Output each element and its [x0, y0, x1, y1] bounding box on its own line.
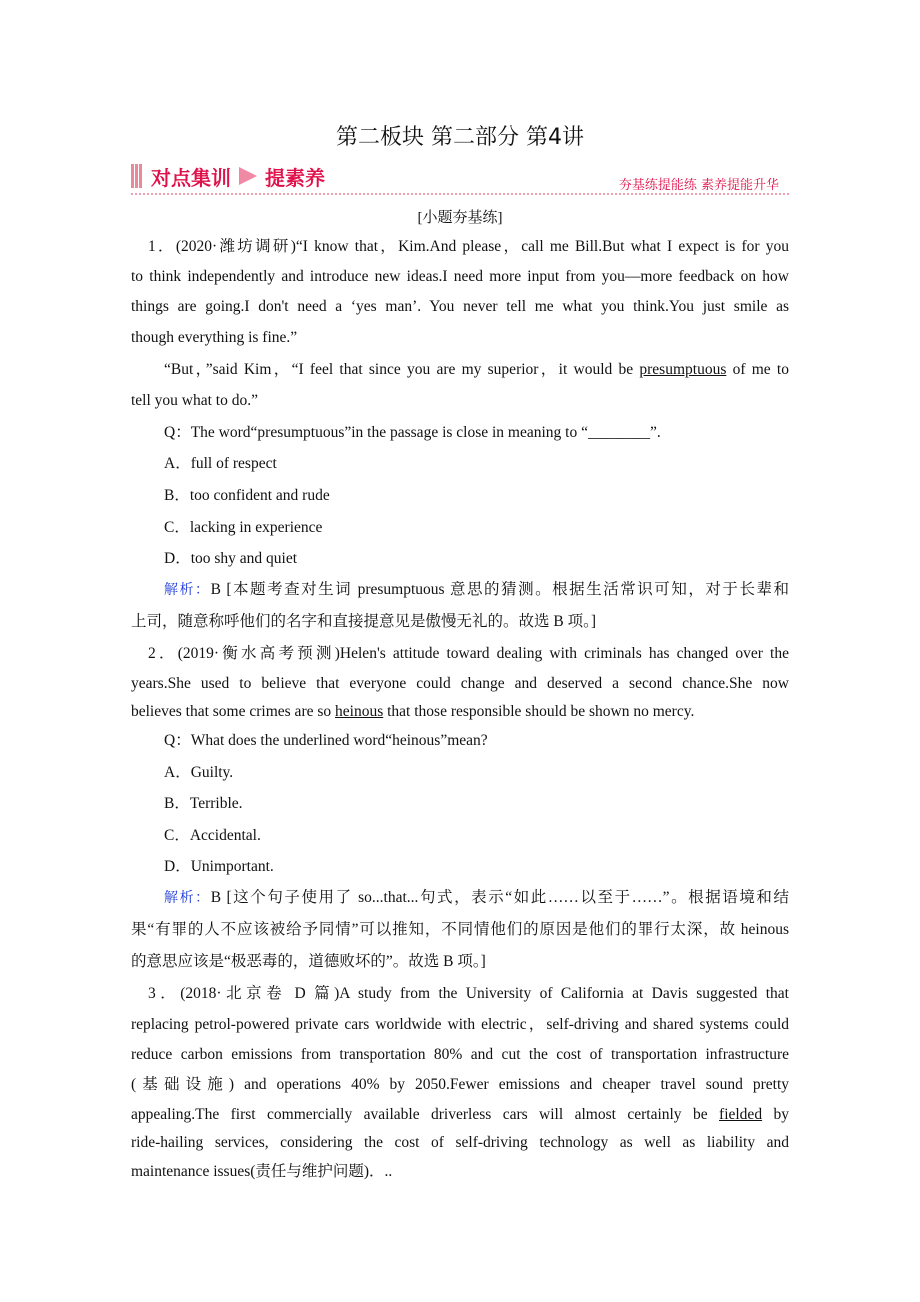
analysis-label: 解析：	[164, 582, 211, 598]
banner-stripes-icon	[131, 164, 143, 188]
text-line: 2．(2019·衡水高考预测)Helen's attitude toward dealing with criminals has changed over the	[148, 645, 789, 662]
text-line: (基础设施) and operations 40% by 2050.Fewer emissions and cheaper travel sound pretty	[131, 1076, 789, 1093]
underlined-word: heinous	[335, 703, 384, 720]
underlined-word: fielded	[719, 1106, 763, 1123]
section-banner	[131, 162, 325, 190]
arrow-icon	[239, 167, 257, 185]
text-line: believes that some crimes are so heinous that those responsible should be shown no mercy.	[131, 703, 695, 720]
text-line: tell you what to do.”	[131, 392, 258, 409]
text-line: D．Unimportant.	[164, 858, 274, 875]
text-line: “But，”said Kim，“I feel that since you are my superior，it would be presumptuous of me to	[164, 361, 789, 378]
text-line: appealing.The first commercially available driverless cars will almost certainly be fielded by	[131, 1106, 789, 1123]
text-line: to think independently and introduce new ideas.I need more input from you—more feedback on how	[131, 268, 789, 285]
text-line: D．too shy and quiet	[164, 550, 298, 567]
divider	[131, 193, 789, 195]
text-line: A．full of respect	[164, 455, 277, 472]
text-line: 的意思应该是“极恶毒的，道德败坏的”。故选 B 项。]	[131, 953, 486, 970]
text-line: C．Accidental.	[164, 827, 261, 844]
banner-left-text: 对点集训	[151, 165, 231, 190]
banner-slogan: 夯基练提能练 素养提能升华	[618, 178, 779, 193]
text-line: things are going.I don't need a ‘yes man’. You never tell me what you think.You just smile as	[131, 298, 789, 315]
banner-right-text: 提素养	[265, 165, 325, 190]
text-line: Q：The word“presumptuous”in the passage is close in meaning to “________”.	[164, 424, 661, 441]
text-line: 上司，随意称呼他们的名字和直接提意见是傲慢无礼的。故选 B 项。]	[131, 613, 597, 630]
text-line: maintenance issues(责任与维护问题)．..	[131, 1163, 393, 1180]
text-line: B．Terrible.	[164, 795, 243, 812]
text-line: reduce carbon emissions from transportation 80% and cut the cost of transportation infrastructure	[131, 1046, 789, 1063]
text-line: C．lacking in experience	[164, 519, 323, 536]
text-line: 解析：B [这个句子使用了 so...that...句式，表示“如此……以至于……”。根据语境和结	[164, 889, 789, 906]
text-line: 3．(2018·北京卷 D 篇)A study from the University of California at Davis suggested that	[148, 985, 789, 1002]
text-line: Q：What does the underlined word“heinous”mean?	[164, 732, 488, 749]
text-line: 解析：B [本题考查对生词 presumptuous 意思的猜测。根据生活常识可知，对于长辈和	[164, 581, 789, 598]
text-line: A．Guilty.	[164, 764, 234, 781]
text-line: replacing petrol-powered private cars worldwide with electric，self-driving and shared systems could	[131, 1016, 789, 1033]
text-line: 果“有罪的人不应该被给予同情”可以推知，不同情他们的原因是他们的罪行太深，故 heinous	[131, 921, 789, 938]
analysis-label: 解析：	[164, 890, 211, 906]
text-line: 1．(2020·潍坊调研)“I know that，Kim.And please，call me Bill.But what I expect is for you	[148, 238, 789, 255]
page-title: 第二板块 第二部分 第4讲	[336, 125, 584, 150]
text-line: ride-hailing services, considering the cost of self-driving technology as well as liability and	[131, 1134, 789, 1151]
section-heading: [小题夯基练]	[417, 210, 503, 226]
text-line: B．too confident and rude	[164, 487, 330, 504]
text-line: years.She used to believe that everyone could change and deserved a second chance.She now	[131, 675, 789, 692]
text-line: though everything is fine.”	[131, 329, 298, 346]
underlined-word: presumptuous	[639, 361, 727, 378]
